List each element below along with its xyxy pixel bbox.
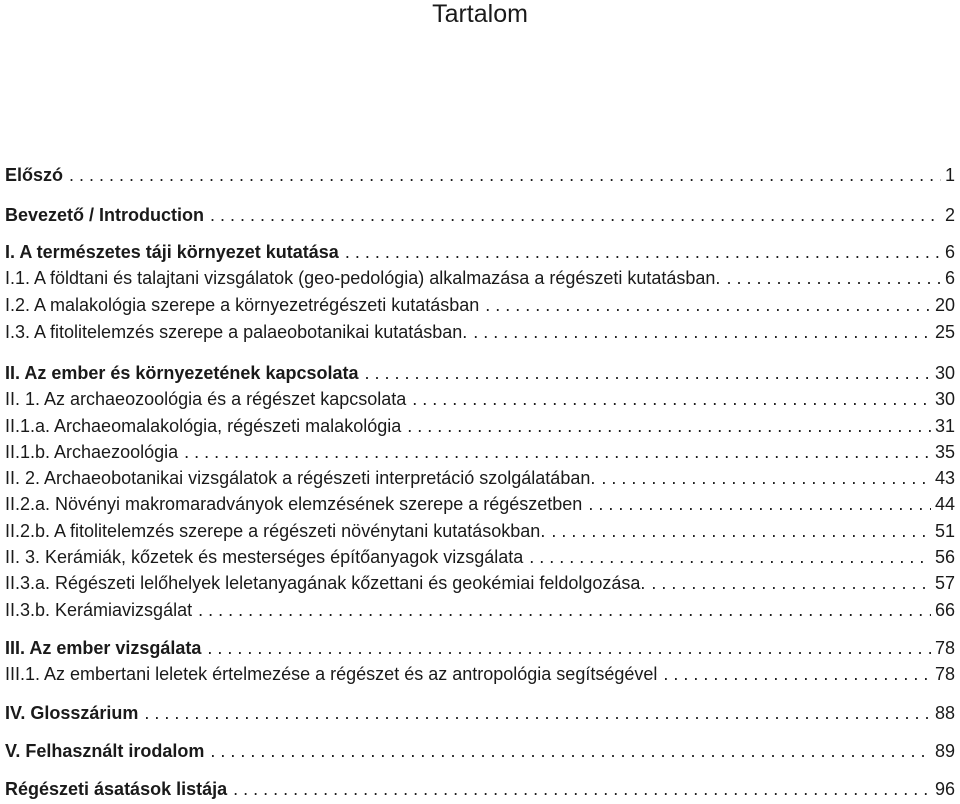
toc-entry-page-number: 78 — [934, 638, 955, 658]
toc-entry-title: II.2.a. Növényi makromaradványok elemzésének szerepe a régészetben — [5, 494, 583, 514]
toc-entry-title: V. Felhasznált irodalom — [5, 741, 205, 761]
toc-entry-page-number: 20 — [934, 295, 955, 315]
dot-leader — [726, 266, 941, 290]
dot-leader — [210, 739, 931, 763]
toc-entry[interactable] — [5, 571, 955, 595]
toc-entry[interactable] — [5, 701, 955, 725]
page-title: Tartalom — [432, 0, 528, 28]
toc-entry-title: II.3.b. Kerámiavizsgálat — [5, 600, 193, 620]
toc-entry-title: IV. Glosszárium — [5, 703, 139, 723]
toc-entry-page-number: 57 — [934, 573, 955, 593]
dot-leader — [601, 466, 931, 490]
toc-entry-page-number: 43 — [934, 468, 955, 488]
toc-entry-page-number: 30 — [934, 389, 955, 409]
toc-entry-title: II.2.b. A fitolitelemzés szerepe a régészeti növénytani kutatásokban. — [5, 521, 546, 541]
toc-entry[interactable] — [5, 519, 955, 543]
dot-leader — [412, 387, 931, 411]
dot-leader — [473, 320, 931, 344]
dot-leader — [345, 240, 941, 264]
toc-entry-title: I.1. A földtani és talajtani vizsgálatok (geo-pedológia) alkalmazása a régészeti kutatásban. — [5, 268, 721, 288]
toc-entry-title: II.1.b. Archaezoológia — [5, 442, 179, 462]
toc-entry[interactable] — [5, 163, 955, 187]
toc-entry-title: III. Az ember vizsgálata — [5, 638, 202, 658]
toc-entry-page-number: 30 — [934, 363, 955, 383]
dot-leader — [144, 701, 931, 725]
toc-entry-page-number: 56 — [934, 547, 955, 567]
toc-entry[interactable] — [5, 361, 955, 385]
toc-entry-title: Előszó — [5, 165, 64, 185]
toc-entry[interactable] — [5, 203, 955, 227]
toc-entry-title: II.3.a. Régészeti lelőhelyek leletanyagának kőzettani és geokémiai feldolgozása. — [5, 573, 646, 593]
toc-entry[interactable] — [5, 440, 955, 464]
toc-entry[interactable] — [5, 598, 955, 622]
toc-entry-page-number: 2 — [944, 205, 955, 225]
toc-entry-page-number: 78 — [934, 664, 955, 684]
toc-entry-title: III.1. Az embertani leletek értelmezése a régészet és az antropológia segítségével — [5, 664, 658, 684]
toc-entry[interactable] — [5, 293, 955, 317]
toc-entry[interactable] — [5, 240, 955, 264]
dot-leader — [210, 203, 941, 227]
dot-leader — [485, 293, 931, 317]
toc-entry[interactable] — [5, 545, 955, 569]
toc-entry[interactable] — [5, 662, 955, 686]
toc-entry-page-number: 1 — [944, 165, 955, 185]
toc-entry-page-number: 6 — [944, 268, 955, 288]
toc-entry-page-number: 35 — [934, 442, 955, 462]
toc-entry-page-number: 25 — [934, 322, 955, 342]
toc-entry[interactable] — [5, 414, 955, 438]
toc-entry-page-number: 66 — [934, 600, 955, 620]
toc-entry-page-number: 31 — [934, 416, 955, 436]
toc-entry[interactable] — [5, 636, 955, 660]
toc-entry[interactable] — [5, 266, 955, 290]
toc-entry-page-number: 89 — [934, 741, 955, 761]
toc-entry-title: II.1.a. Archaeomalakológia, régészeti malakológia — [5, 416, 402, 436]
toc-entry-title: Régészeti ásatások listája — [5, 779, 228, 799]
toc-entry[interactable] — [5, 777, 955, 801]
toc-entry-title: II. 1. Az archaeozoológia és a régészet kapcsolata — [5, 389, 407, 409]
dot-leader — [663, 662, 931, 686]
dot-leader — [207, 636, 931, 660]
dot-leader — [529, 545, 931, 569]
toc-entry[interactable] — [5, 739, 955, 763]
toc-entry-page-number: 44 — [934, 494, 955, 514]
dot-leader — [233, 777, 931, 801]
dot-leader — [198, 598, 931, 622]
toc-entry-title: Bevezető / Introduction — [5, 205, 205, 225]
toc-entry-page-number: 51 — [934, 521, 955, 541]
dot-leader — [407, 414, 931, 438]
toc-entry[interactable] — [5, 320, 955, 344]
toc-entry-title: I.3. A fitolitelemzés szerepe a palaeobotanikai kutatásban. — [5, 322, 468, 342]
toc-entry-page-number: 6 — [944, 242, 955, 262]
toc-entry-title: II. 3. Kerámiák, kőzetek és mesterséges építőanyagok vizsgálata — [5, 547, 524, 567]
toc-entry-title: I. A természetes táji környezet kutatása — [5, 242, 339, 262]
toc-entry-page-number: 96 — [934, 779, 955, 799]
dot-leader — [551, 519, 931, 543]
toc-entry-title: I.2. A malakológia szerepe a környezetrégészeti kutatásban — [5, 295, 480, 315]
toc-entry-title: II. 2. Archaeobotanikai vizsgálatok a régészeti interpretáció szolgálatában. — [5, 468, 596, 488]
dot-leader — [184, 440, 931, 464]
dot-leader — [365, 361, 931, 385]
toc-entry[interactable] — [5, 466, 955, 490]
toc-entry[interactable] — [5, 387, 955, 411]
toc-entry[interactable] — [5, 492, 955, 516]
dot-leader — [69, 163, 941, 187]
dot-leader — [588, 492, 931, 516]
dot-leader — [651, 571, 931, 595]
toc-entry-page-number: 88 — [934, 703, 955, 723]
toc-entry-title: II. Az ember és környezetének kapcsolata — [5, 363, 359, 383]
